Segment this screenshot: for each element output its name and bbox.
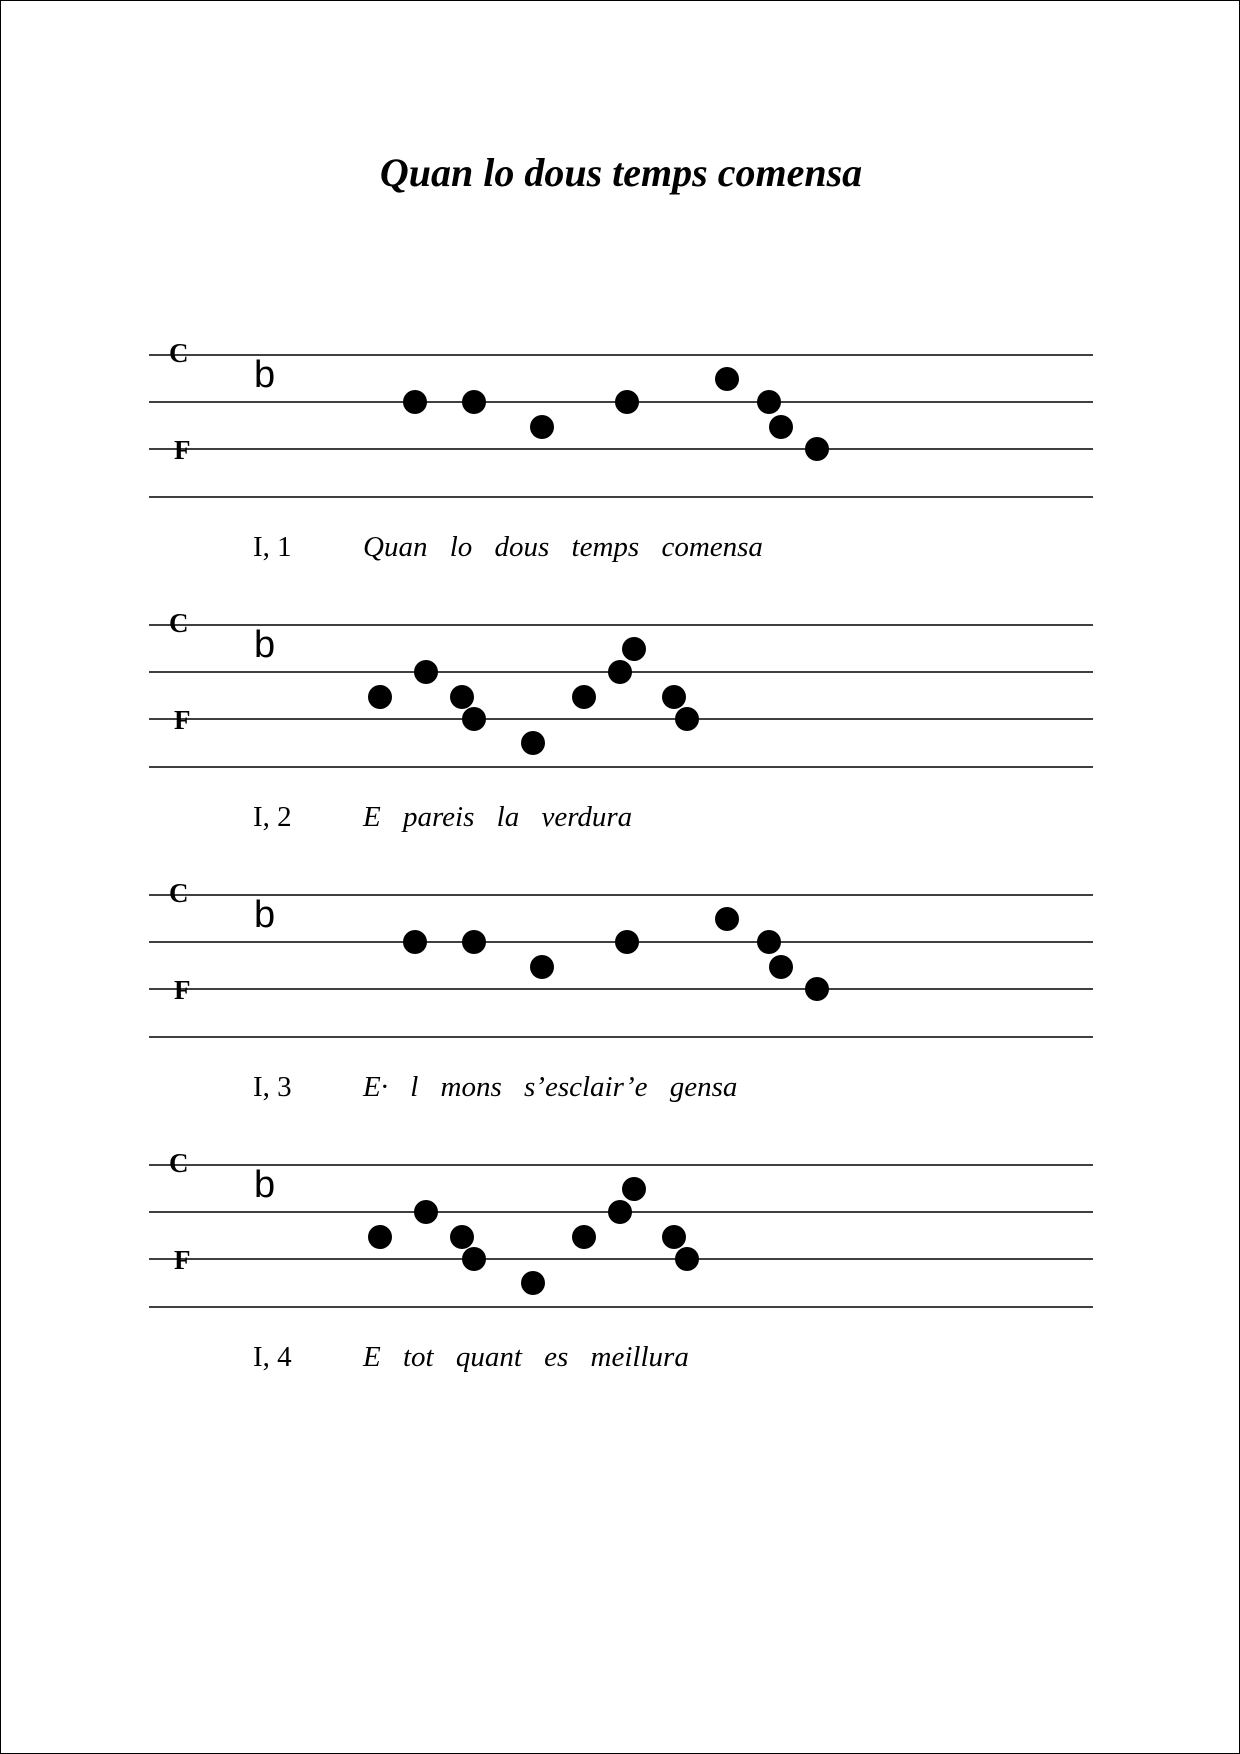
neume-note xyxy=(462,390,486,414)
neume-note xyxy=(450,685,474,709)
neume-note xyxy=(572,685,596,709)
flat-sign: b xyxy=(254,894,276,936)
neume-note xyxy=(530,955,554,979)
neume-note xyxy=(715,367,739,391)
neume-note xyxy=(715,907,739,931)
f-clef: F xyxy=(174,435,191,465)
neume-note xyxy=(769,415,793,439)
staff xyxy=(1,335,1240,515)
staff-system-4 xyxy=(1,1145,1240,1415)
flat-sign: b xyxy=(254,354,276,396)
line-number: I, 2 xyxy=(253,801,292,833)
piece-title: Quan lo dous temps comensa xyxy=(379,150,863,195)
neume-note xyxy=(805,437,829,461)
c-clef: C xyxy=(169,338,189,368)
flat-sign: b xyxy=(254,624,276,666)
neume-note xyxy=(622,1177,646,1201)
neume-note xyxy=(462,930,486,954)
neume-note xyxy=(608,1200,632,1224)
c-clef: C xyxy=(169,878,189,908)
lyric-text: E tot quant es meillura xyxy=(363,1341,689,1373)
staff xyxy=(1,875,1240,1055)
neume-note xyxy=(622,637,646,661)
c-clef: C xyxy=(169,608,189,638)
neume-note xyxy=(662,1225,686,1249)
neume-note xyxy=(769,955,793,979)
neume-note xyxy=(675,1247,699,1271)
staff xyxy=(1,605,1240,785)
neume-note xyxy=(530,415,554,439)
neume-note xyxy=(462,707,486,731)
neume-note xyxy=(572,1225,596,1249)
neume-note xyxy=(368,1225,392,1249)
neume-note xyxy=(757,930,781,954)
staff-system-1 xyxy=(1,335,1240,605)
line-number: I, 1 xyxy=(253,531,292,563)
neume-note xyxy=(403,390,427,414)
neume-note xyxy=(675,707,699,731)
neume-note xyxy=(757,390,781,414)
neume-note xyxy=(608,660,632,684)
c-clef: C xyxy=(169,1148,189,1178)
line-number: I, 3 xyxy=(253,1071,292,1103)
neume-note xyxy=(414,1200,438,1224)
neume-note xyxy=(450,1225,474,1249)
neume-note xyxy=(662,685,686,709)
neume-note xyxy=(403,930,427,954)
neume-note xyxy=(521,731,545,755)
neume-note xyxy=(615,930,639,954)
f-clef: F xyxy=(174,705,191,735)
lyric-text: E· l mons s’esclair’e gensa xyxy=(363,1071,738,1103)
lyric-text: Quan lo dous temps comensa xyxy=(363,531,763,563)
neume-note xyxy=(462,1247,486,1271)
line-number: I, 4 xyxy=(253,1341,292,1373)
neume-note xyxy=(805,977,829,1001)
flat-sign: b xyxy=(254,1164,276,1206)
f-clef: F xyxy=(174,975,191,1005)
neume-note xyxy=(521,1271,545,1295)
staff-system-3 xyxy=(1,875,1240,1145)
neume-note xyxy=(414,660,438,684)
neume-note xyxy=(368,685,392,709)
staff xyxy=(1,1145,1240,1325)
staff-system-2 xyxy=(1,605,1240,875)
f-clef: F xyxy=(174,1245,191,1275)
neume-note xyxy=(615,390,639,414)
lyric-text: E pareis la verdura xyxy=(363,801,633,833)
